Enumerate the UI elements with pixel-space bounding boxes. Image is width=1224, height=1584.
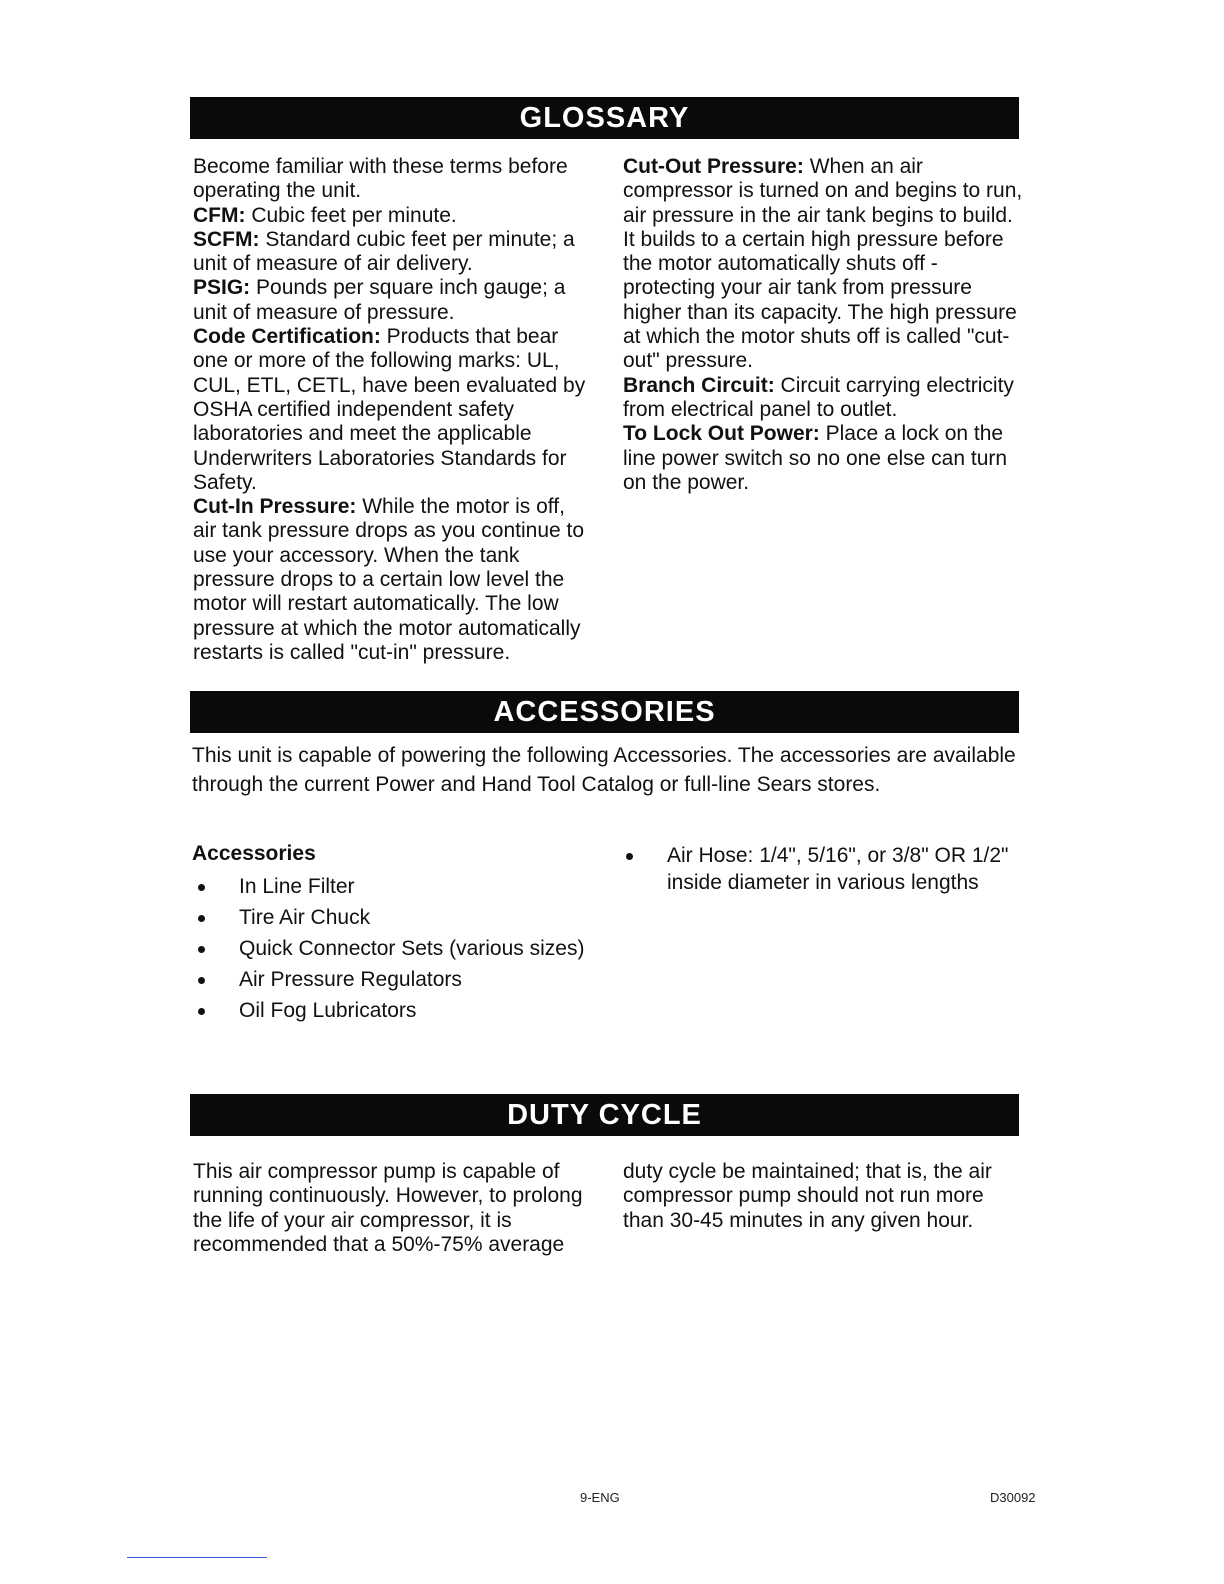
page-number: 9-ENG xyxy=(580,1490,620,1505)
bullet-icon xyxy=(198,915,205,922)
glossary-heading: GLOSSARY xyxy=(190,97,1019,139)
list-item: Tire Air Chuck xyxy=(192,904,592,931)
divider xyxy=(127,1557,267,1558)
bullet-icon xyxy=(626,853,633,860)
bullet-icon xyxy=(198,946,205,953)
glossary-entry-branch-circuit: Branch Circuit: Circuit carrying electricity from electrical panel to outlet. xyxy=(623,373,1014,421)
glossary-entry-scfm: SCFM: Standard cubic feet per minute; a unit of measure of air delivery. xyxy=(193,227,575,276)
duty-cycle-text: This air compressor pump is capable of running continuously. However, to prolong the life of your air compressor, it is recommended that a 50%-75% average duty cycle be maintained; that is, the air compressor pump should not run more than 30-45 minutes in any given hour. xyxy=(193,1160,992,1256)
accessories-heading: ACCESSORIES xyxy=(190,691,1019,733)
bullet-icon xyxy=(198,977,205,984)
duty-cycle-heading: DUTY CYCLE xyxy=(190,1094,1019,1136)
glossary-entry-code-certification: Code Certification: Products that bear one or more of the following marks: UL, CUL, ETL, CETL, have been evaluated by OSHA certified independent safety laboratories and meet the applicable Underwriters Laboratories Standards for Safety. xyxy=(193,325,586,494)
list-item: Air Hose: 1/4", 5/16", or 3/8" OR 1/2" inside diameter in various lengths xyxy=(620,842,1020,896)
bullet-icon xyxy=(198,1008,205,1015)
list-item: Quick Connector Sets (various sizes) xyxy=(192,935,592,962)
list-item: Air Pressure Regulators xyxy=(192,966,592,993)
glossary-right-column xyxy=(623,155,1023,495)
list-item: Oil Fog Lubricators xyxy=(192,997,592,1024)
glossary-intro: Become familiar with these terms before operating the unit. xyxy=(193,155,568,203)
accessories-list-title: Accessories xyxy=(192,842,316,865)
accessories-list-right xyxy=(620,842,1020,900)
list-item: In Line Filter xyxy=(192,873,592,900)
bullet-icon xyxy=(198,884,205,891)
glossary-left-column xyxy=(193,155,588,665)
glossary-entry-cfm: CFM: Cubic feet per minute. xyxy=(193,203,457,227)
glossary-entry-cut-out-pressure: Cut-Out Pressure: When an air compressor is turned on and begins to run, air pressure in the air tank begins to build. It builds to a certain high pressure before the motor automatically shuts off - protecting your air tank from pressure higher than its capacity. The high pressure at which the motor shuts off is called "cut-out" pressure. xyxy=(623,155,1023,373)
accessories-list-left xyxy=(192,873,592,1028)
document-code: D30092 xyxy=(990,1490,1036,1505)
glossary-entry-lock-out-power: To Lock Out Power: Place a lock on the line power switch so no one else can turn on the power. xyxy=(623,422,1008,494)
glossary-entry-cut-in-pressure: Cut-In Pressure: While the motor is off, air tank pressure drops as you continue to use your accessory. When the tank pressure drops to a certain low level the motor will restart automatically. The low pressure at which the motor automatically restarts is called "cut-in" pressure. xyxy=(193,495,585,664)
accessories-intro: This unit is capable of powering the following Accessories. The accessories are available through the current Power and Hand Tool Catalog or full-line Sears stores. xyxy=(192,744,1016,796)
glossary-entry-psig: PSIG: Pounds per square inch gauge; a unit of measure of pressure. xyxy=(193,276,566,324)
